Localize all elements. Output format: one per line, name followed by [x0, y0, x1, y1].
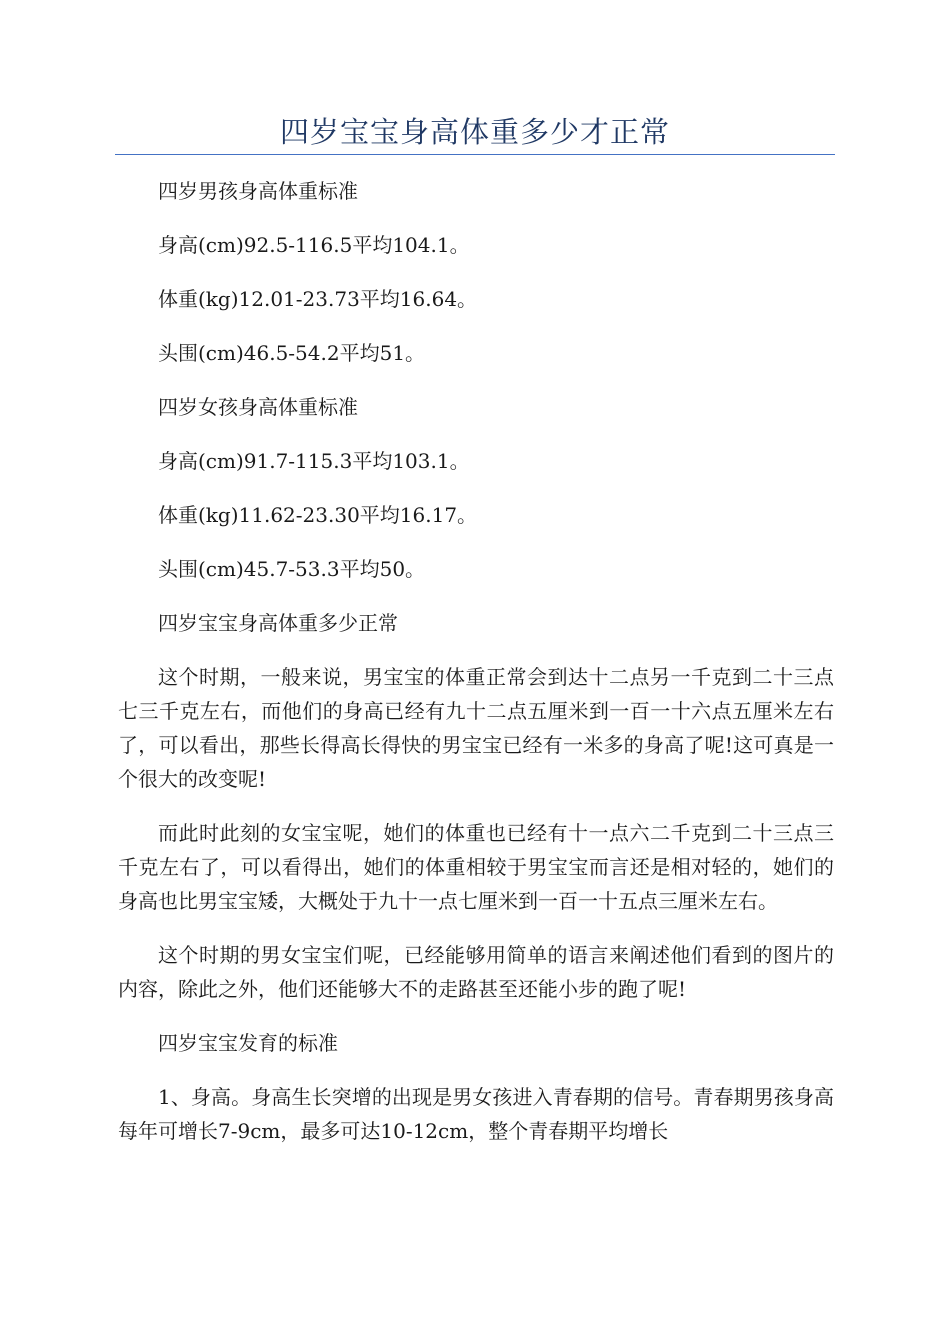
document-title: 四岁宝宝身高体重多少才正常 — [279, 115, 670, 149]
paragraph: 体重(kg)12.01-23.73平均16.64。 — [158, 287, 478, 311]
paragraph: 身高(cm)92.5-116.5平均104.1。 — [158, 233, 470, 257]
title-underline — [115, 154, 835, 155]
paragraph: 而此时此刻的女宝宝呢，她们的体重也已经有十一点六二千克到二十三点三千克左右了，可以看得出，她们的体重相较于男宝宝而言还是相对轻的，她们的身高也比男宝宝矮，大概处于九十一点七厘米到一百一十五点三厘米左右。 — [118, 821, 834, 913]
paragraph: 头围(cm)46.5-54.2平均51。 — [158, 341, 426, 365]
document-body — [118, 174, 834, 1168]
paragraph: 体重(kg)11.62-23.30平均16.17。 — [158, 503, 478, 527]
paragraph: 四岁女孩身高体重标准 — [158, 395, 358, 419]
paragraph: 这个时期，一般来说，男宝宝的体重正常会到达十二点另一千克到二十三点七三千克左右，而他们的身高已经有九十二点五厘米到一百一十六点五厘米左右了，可以看出，那些长得高长得快的男宝宝已经有一米多的身高了呢!这可真是一个很大的改变呢! — [118, 665, 834, 791]
paragraph: 1、身高。身高生长突增的出现是男女孩进入青春期的信号。青春期男孩身高每年可增长7-9cm，最多可达10-12cm，整个青春期平均增长 — [118, 1085, 834, 1143]
paragraph: 头围(cm)45.7-53.3平均50。 — [158, 557, 426, 581]
paragraph: 这个时期的男女宝宝们呢，已经能够用简单的语言来阐述他们看到的图片的内容，除此之外，他们还能够大不的走路甚至还能小步的跑了呢! — [118, 943, 834, 1001]
paragraph: 四岁宝宝身高体重多少正常 — [158, 611, 398, 635]
paragraph: 身高(cm)91.7-115.3平均103.1。 — [158, 449, 470, 473]
paragraph: 四岁宝宝发育的标准 — [158, 1031, 338, 1055]
paragraph: 四岁男孩身高体重标准 — [158, 179, 358, 203]
